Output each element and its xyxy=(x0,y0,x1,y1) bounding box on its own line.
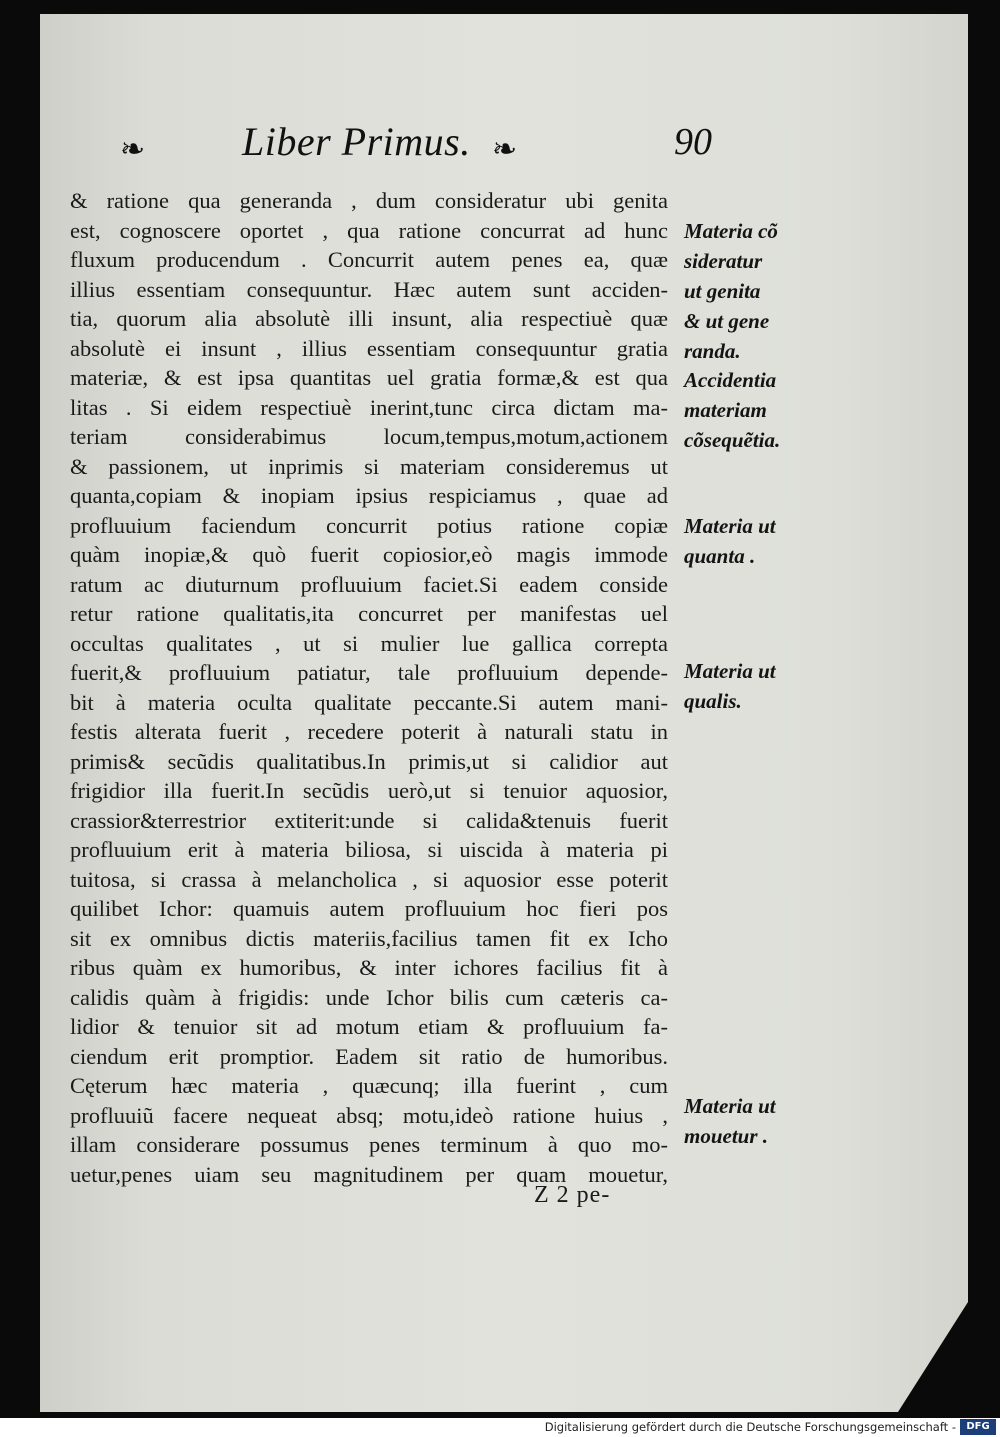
text-line: ciendum erit promptior. Eadem sit ratio de humoribus. xyxy=(70,1043,668,1069)
marginal-note-accidentia xyxy=(684,365,824,455)
marginal-note-genita xyxy=(684,216,824,366)
marginal-note-line: Materia cõ xyxy=(684,219,778,243)
marginal-note-line: Accidentia xyxy=(684,368,777,392)
marginal-note-line: qualis. xyxy=(684,689,742,713)
text-line: absolutè ei insunt , illius essentiam consequuntur gratia xyxy=(70,335,668,361)
text-line: uetur,penes uiam seu magnitudinem per quam mouetur, xyxy=(70,1161,668,1187)
text-line: profluuiũ facere nequeat absq; motu,ideò ratione huius , xyxy=(70,1102,668,1128)
text-line: festis alterata fuerit , recedere poterit à naturali statu in xyxy=(70,719,668,744)
main-text-block xyxy=(70,186,668,1189)
marginal-note-line: materiam xyxy=(684,398,767,422)
text-line: crassior&terrestrior extiterit:unde si calida&tenuis fuerit xyxy=(70,807,668,833)
running-header xyxy=(120,118,720,178)
text-line: ribus quàm ex humoribus, & inter ichores facilius fit à xyxy=(70,955,668,980)
signature-mark: Z 2 pe- xyxy=(534,1182,611,1208)
funding-notice: Digitalisierung gefördert durch die Deutsche Forschungsgemeinschaft - xyxy=(544,1420,956,1434)
text-line: profluuium faciendum concurrit potius ratione copiæ xyxy=(70,512,668,538)
text-line: profluuium erit à materia biliosa, si uiscida à materia pi xyxy=(70,837,668,862)
text-line: materiæ, & est ipsa quantitas uel gratia formæ,& est qua xyxy=(70,365,668,390)
fleuron-right-ornament: ❧ xyxy=(492,133,518,166)
text-line: calidis quàm à frigidis: unde Ichor bilis cum cæteris ca- xyxy=(70,984,668,1010)
text-line: Cęterum hæc materia , quæcunq; illa fuerint , cum xyxy=(70,1073,668,1098)
marginal-note-line: ut genita xyxy=(684,279,761,303)
text-line: illius essentiam consequuntur. Hæc autem sunt acciden- xyxy=(70,276,668,302)
marginal-note-quanta xyxy=(684,511,824,571)
text-line: est, cognoscere oportet , qua ratione concurrat ad hunc xyxy=(70,217,668,243)
text-line: primis& secũdis qualitatibus.In primis,ut si calidior aut xyxy=(70,748,668,774)
text-line: & passionem, ut inprimis si materiam consideremus ut xyxy=(70,453,668,479)
dfg-logo: DFG xyxy=(960,1419,996,1435)
marginal-note-mouetur xyxy=(684,1091,824,1151)
marginal-note-line: & ut gene xyxy=(684,309,770,333)
marginal-note-line: sideratur xyxy=(684,249,763,273)
marginal-note-line: Materia ut xyxy=(684,1094,776,1118)
marginal-note-line: randa. xyxy=(684,339,741,363)
text-line: teriam considerabimus locum,tempus,motum,actionem xyxy=(70,424,668,449)
text-line: tia, quorum alia absolutè illi insunt, alia respectiuè quæ xyxy=(70,306,668,331)
marginal-note-line: cõsequẽtia. xyxy=(684,428,781,452)
text-line: sit ex omnibus dictis materiis,facilius tamen fit ex Icho xyxy=(70,925,668,951)
text-line: litas . Si eidem respectiuè inerint,tunc circa dictam ma- xyxy=(70,394,668,420)
fleuron-left-ornament: ❧ xyxy=(120,133,146,166)
text-line: ratum ac diuturnum profluuium faciet.Si eadem conside xyxy=(70,571,668,597)
text-line: quilibet Ichor: quamuis autem profluuium hoc fieri pos xyxy=(70,896,668,921)
text-line: occultas qualitates , ut si mulier lue gallica correpta xyxy=(70,630,668,656)
running-title: Liber Primus. xyxy=(242,119,471,164)
text-line: fuerit,& profluuium patiatur, tale profluuium depende- xyxy=(70,660,668,685)
text-line: quanta,copiam & inopiam ipsius respiciamus , quae ad xyxy=(70,483,668,508)
text-line: lidior & tenuior sit ad motum etiam & profluuium fa- xyxy=(70,1014,668,1039)
marginal-note-line: Materia ut xyxy=(684,659,776,683)
marginal-note-line: Materia ut xyxy=(684,514,776,538)
text-line: fluxum producendum . Concurrit autem penes ea, quæ xyxy=(70,247,668,272)
marginal-note-line: mouetur . xyxy=(684,1124,769,1148)
text-line: quàm inopiæ,& quò fuerit copiosior,eò magis immode xyxy=(70,542,668,567)
torn-page-corner xyxy=(898,1302,968,1412)
text-line: retur ratione qualitatis,ita concurret per manifestas uel xyxy=(70,601,668,626)
text-line: illam considerare possumus penes terminum à quo mo- xyxy=(70,1132,668,1157)
marginal-note-line: quanta . xyxy=(684,544,756,568)
text-line: & ratione qua generanda , dum consideratur ubi genita xyxy=(70,188,668,213)
marginal-note-qualis xyxy=(684,656,824,716)
text-line: frigidior illa fuerit.In secũdis uerò,ut si tenuior aquosior, xyxy=(70,778,668,803)
text-line: bit à materia oculta qualitate peccante.Si autem mani- xyxy=(70,689,668,715)
footer-bar xyxy=(0,1418,1000,1437)
text-line: tuitosa, si crassa à melancholica , si aquosior esse poterit xyxy=(70,866,668,892)
page-number: 90 xyxy=(674,121,712,163)
